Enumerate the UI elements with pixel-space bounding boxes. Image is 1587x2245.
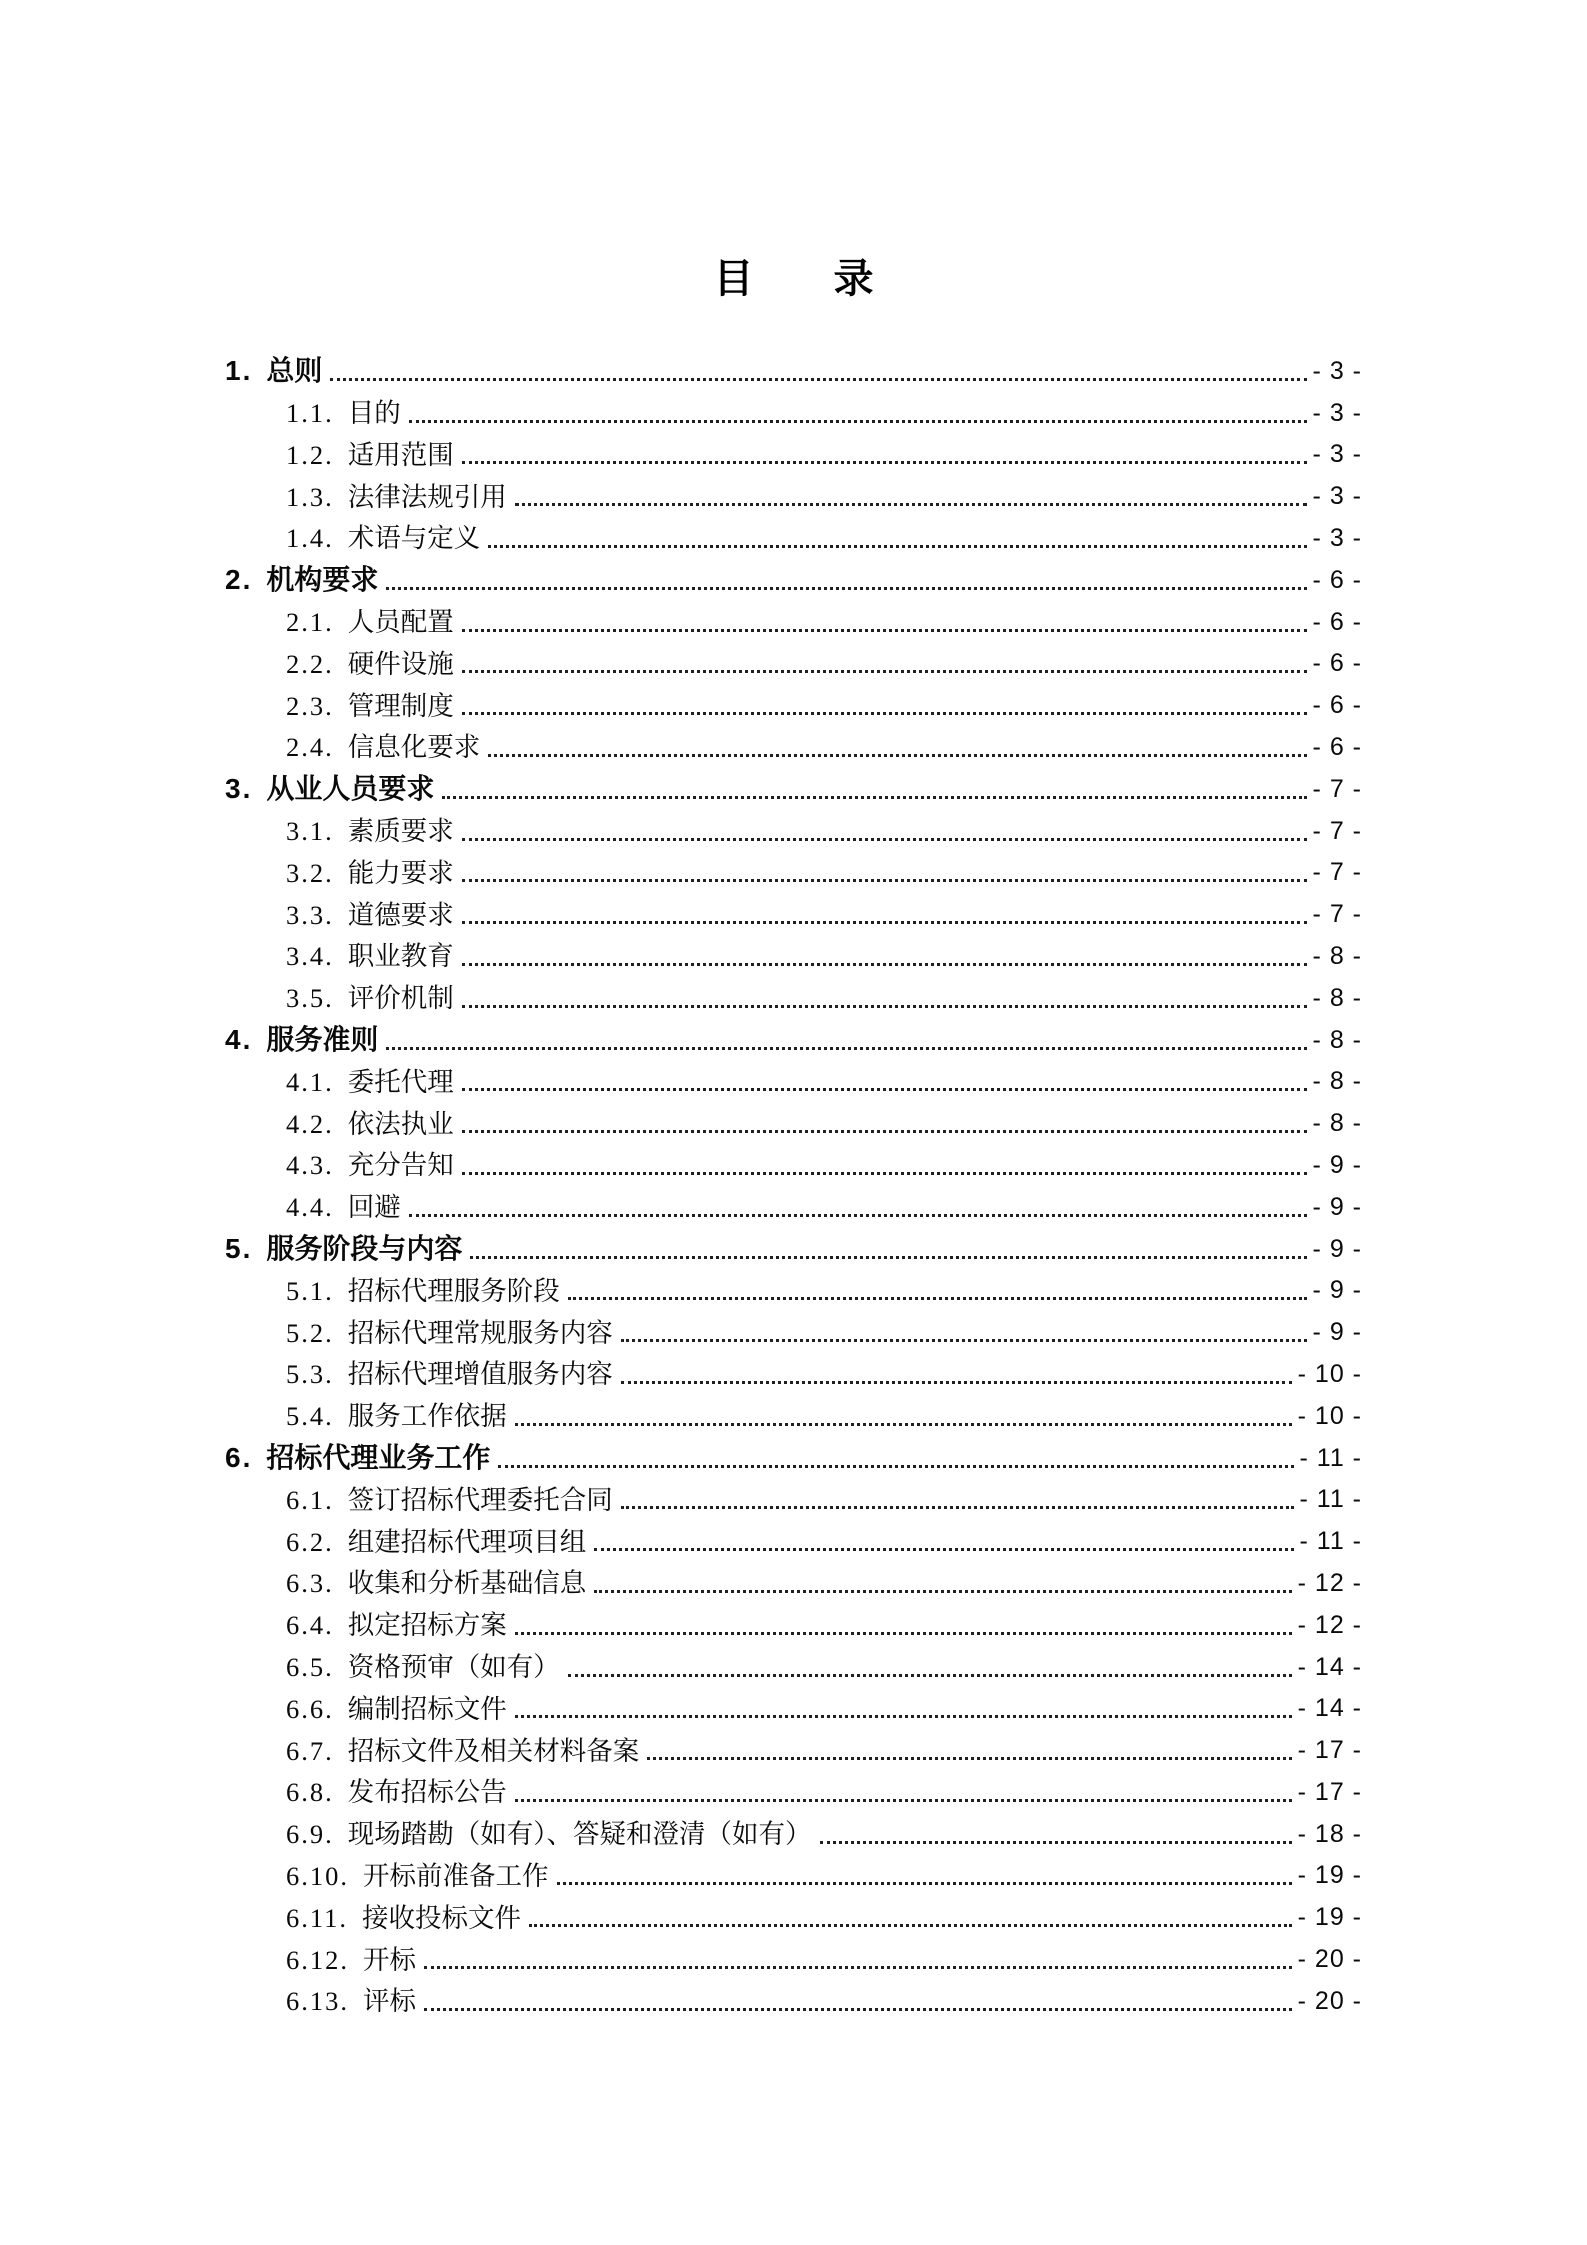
toc-entry-label: 接收投标文件	[362, 1902, 522, 1933]
toc-dot-leader	[515, 1632, 1292, 1635]
toc-entry-label: 开标	[363, 1944, 416, 1975]
toc-entry-page: - 17 -	[1297, 1777, 1362, 1806]
toc-dot-leader	[515, 1799, 1292, 1802]
toc-entry-number: 6.4.	[286, 1610, 334, 1641]
toc-entry-page: - 7 -	[1312, 858, 1362, 887]
toc-entry-page: - 11 -	[1299, 1527, 1362, 1556]
toc-entry-number: 3.4.	[286, 941, 334, 972]
toc-entry[interactable]	[225, 976, 1362, 1018]
toc-entry-page: - 8 -	[1312, 1025, 1362, 1054]
toc-entry-page: - 18 -	[1297, 1819, 1362, 1848]
toc-entry-number: 5.2.	[286, 1317, 334, 1348]
toc-dot-leader	[462, 712, 1307, 715]
toc-entry-label: 从业人员要求	[266, 772, 435, 804]
toc-entry[interactable]	[225, 1603, 1362, 1645]
toc-entry-page: - 8 -	[1312, 983, 1362, 1012]
toc-entry-page: - 10 -	[1297, 1359, 1362, 1388]
toc-entry-number: 3.5.	[286, 983, 334, 1014]
toc-entry-page: - 14 -	[1297, 1652, 1362, 1681]
toc-entry-number: 2.2.	[286, 648, 334, 679]
toc-entry-label: 资格预审（如有）	[347, 1652, 560, 1682]
toc-entry-page: - 3 -	[1312, 482, 1362, 511]
toc-dot-leader	[462, 1005, 1307, 1008]
toc-entry-label: 评标	[363, 1986, 416, 2017]
toc-entry-label: 服务工作依据	[347, 1401, 507, 1432]
toc-dot-leader	[462, 1088, 1307, 1091]
toc-dot-leader	[442, 796, 1306, 799]
toc-entry-number: 2.4.	[286, 732, 334, 763]
toc-dot-leader	[647, 1757, 1291, 1760]
toc-entry-number: 4.2.	[286, 1108, 334, 1139]
toc-entry-page: - 9 -	[1312, 1318, 1362, 1347]
toc-entry-page: - 17 -	[1297, 1736, 1362, 1765]
toc-dot-leader	[488, 545, 1306, 548]
toc-entry-number: 5.3.	[286, 1359, 334, 1390]
toc-entry-number: 5.1.	[286, 1275, 334, 1306]
toc-entry[interactable]	[225, 1310, 1362, 1352]
toc-entry-label: 机构要求	[266, 563, 379, 595]
toc-entry-page: - 19 -	[1297, 1903, 1362, 1932]
toc-entry-number: 6.1.	[286, 1484, 334, 1515]
toc-entry[interactable]	[225, 851, 1362, 893]
toc-entry-page: - 9 -	[1312, 1234, 1362, 1263]
toc-dot-leader	[515, 503, 1307, 506]
toc-entry[interactable]	[225, 1979, 1362, 2021]
toc-entry[interactable]	[225, 642, 1362, 684]
toc-entry[interactable]	[225, 1018, 1362, 1060]
toc-entry-number: 4.4.	[286, 1192, 334, 1223]
toc-entry-number: 3.2.	[286, 857, 334, 888]
toc-dot-leader	[515, 1423, 1292, 1426]
toc-entry-label: 能力要求	[347, 857, 454, 888]
toc-entry-number: 1.4.	[286, 523, 334, 554]
toc-entry-number: 6.13.	[286, 1986, 349, 2017]
toc-entry-page: - 20 -	[1297, 1945, 1362, 1974]
toc-entry[interactable]	[225, 934, 1362, 976]
toc-dot-leader	[462, 670, 1307, 673]
toc-dot-leader	[462, 1172, 1307, 1175]
toc-entry-page: - 20 -	[1297, 1986, 1362, 2015]
toc-entry[interactable]	[225, 391, 1362, 433]
toc-entry[interactable]	[225, 1645, 1362, 1687]
toc-entry[interactable]	[225, 1436, 1362, 1478]
toc-entry-label: 委托代理	[347, 1066, 454, 1097]
toc-entry[interactable]	[225, 767, 1362, 809]
toc-entry-number: 6.6.	[286, 1693, 334, 1724]
toc-entry-label: 发布招标公告	[347, 1777, 507, 1808]
toc-entry-label: 总则	[266, 354, 323, 386]
toc-entry-page: - 9 -	[1312, 1192, 1362, 1221]
toc-dot-leader	[594, 1590, 1291, 1593]
toc-entry-label: 招标代理业务工作	[266, 1441, 491, 1473]
toc-entry-label: 收集和分析基础信息	[347, 1568, 587, 1599]
toc-entry[interactable]	[225, 1352, 1362, 1394]
toc-entry-label: 服务阶段与内容	[266, 1232, 463, 1264]
toc-entry-page: - 7 -	[1312, 900, 1362, 929]
toc-entry-page: - 6 -	[1312, 607, 1362, 636]
toc-entry-label: 法律法规引用	[347, 481, 507, 512]
toc-dot-leader	[409, 420, 1307, 423]
toc-dot-leader	[462, 1130, 1307, 1133]
toc-entry-label: 服务准则	[266, 1023, 379, 1055]
toc-entry-number: 6.8.	[286, 1777, 334, 1808]
toc-dot-leader	[462, 629, 1307, 632]
toc-entry-label: 拟定招标方案	[347, 1610, 507, 1641]
toc-entry-label: 现场踏勘（如有）、答疑和澄清（如有）	[347, 1819, 812, 1850]
toc-entry-label: 招标代理常规服务内容	[347, 1317, 613, 1348]
toc-dot-leader	[462, 461, 1307, 464]
toc-dot-leader	[462, 879, 1307, 882]
toc-entry-label: 职业教育	[347, 941, 454, 972]
toc-entry[interactable]	[225, 683, 1362, 725]
toc-entry-number: 2.1.	[286, 607, 334, 638]
toc-dot-leader	[568, 1297, 1307, 1300]
toc-entry-number: 6.	[225, 1441, 253, 1473]
toc-dot-leader	[621, 1381, 1292, 1384]
toc-entry-number: 6.5.	[286, 1652, 334, 1682]
toc-dot-leader	[498, 1465, 1293, 1468]
toc-entry-number: 2.	[225, 563, 253, 595]
toc-entry-page: - 12 -	[1297, 1610, 1362, 1639]
toc-entry-label: 招标代理服务阶段	[347, 1275, 560, 1306]
toc-entry-page: - 6 -	[1312, 691, 1362, 720]
toc-entry-number: 4.	[225, 1023, 253, 1055]
toc-dot-leader	[488, 754, 1306, 757]
toc-entry-number: 6.9.	[286, 1819, 334, 1850]
toc-entry-page: - 10 -	[1297, 1401, 1362, 1430]
toc-entry-number: 2.3.	[286, 690, 334, 721]
toc-entry-label: 充分告知	[347, 1150, 454, 1181]
toc-dot-leader	[386, 1047, 1306, 1050]
toc-entry-number: 1.2.	[286, 439, 334, 470]
toc-entry[interactable]	[225, 1770, 1362, 1812]
toc-dot-leader	[594, 1548, 1293, 1551]
toc-entry-number: 6.12.	[286, 1944, 349, 1975]
toc-entry[interactable]	[225, 1895, 1362, 1937]
toc-entry-page: - 8 -	[1312, 941, 1362, 970]
page-title: 目 录	[713, 256, 874, 301]
toc-dot-leader	[386, 587, 1306, 590]
toc-entry-label: 招标文件及相关材料备案	[347, 1735, 640, 1766]
toc-entry[interactable]	[225, 349, 1362, 391]
toc-entry-label: 道德要求	[347, 899, 454, 930]
toc-dot-leader	[621, 1506, 1294, 1509]
toc-entry-label: 信息化要求	[347, 732, 481, 763]
toc-entry-page: - 3 -	[1312, 398, 1362, 427]
toc-entry-label: 招标代理增值服务内容	[347, 1359, 613, 1390]
toc-entry-label: 目的	[347, 398, 401, 429]
toc-entry-number: 1.	[225, 354, 253, 386]
toc-entry[interactable]	[225, 1728, 1362, 1770]
toc-entry-page: - 6 -	[1312, 732, 1362, 761]
toc-entry[interactable]	[225, 558, 1362, 600]
toc-entry-page: - 6 -	[1312, 565, 1362, 594]
toc-entry[interactable]	[225, 516, 1362, 558]
toc-entry-page: - 7 -	[1312, 774, 1362, 803]
toc-entry-label: 签订招标代理委托合同	[347, 1484, 613, 1515]
toc-entry[interactable]	[225, 1561, 1362, 1603]
toc-dot-leader	[557, 1882, 1292, 1885]
toc-entry-label: 管理制度	[347, 690, 454, 721]
toc-entry-page: - 8 -	[1312, 1067, 1362, 1096]
toc-list	[225, 349, 1362, 2021]
toc-dot-leader	[462, 921, 1307, 924]
toc-entry-label: 评价机制	[347, 983, 454, 1014]
toc-dot-leader	[462, 838, 1307, 841]
toc-entry-label: 术语与定义	[347, 523, 481, 554]
toc-entry-number: 1.3.	[286, 481, 334, 512]
toc-entry-number: 1.1.	[286, 398, 334, 429]
toc-entry-number: 4.1.	[286, 1066, 334, 1097]
toc-entry-label: 硬件设施	[347, 648, 454, 679]
toc-entry-page: - 3 -	[1312, 356, 1362, 385]
toc-dot-leader	[515, 1715, 1292, 1718]
toc-entry-page: - 8 -	[1312, 1109, 1362, 1138]
toc-dot-leader	[409, 1214, 1307, 1217]
toc-entry-page: - 11 -	[1299, 1485, 1362, 1514]
toc-entry[interactable]	[225, 1185, 1362, 1227]
toc-entry-number: 5.4.	[286, 1401, 334, 1432]
toc-dot-leader	[820, 1841, 1292, 1844]
toc-dot-leader	[470, 1256, 1306, 1259]
toc-entry-number: 4.3.	[286, 1150, 334, 1181]
toc-entry-label: 依法执业	[347, 1108, 454, 1139]
toc-entry[interactable]	[225, 1060, 1362, 1102]
toc-entry-page: - 3 -	[1312, 440, 1362, 469]
toc-entry[interactable]	[225, 1227, 1362, 1269]
toc-entry-label: 组建招标代理项目组	[347, 1526, 587, 1557]
toc-entry-number: 6.10.	[286, 1860, 349, 1891]
toc-entry[interactable]	[225, 1937, 1362, 1979]
toc-entry-page: - 3 -	[1312, 523, 1362, 552]
toc-entry-page: - 6 -	[1312, 649, 1362, 678]
toc-entry-number: 6.2.	[286, 1526, 334, 1557]
toc-entry-label: 开标前准备工作	[363, 1860, 549, 1891]
toc-entry-label: 编制招标文件	[347, 1693, 507, 1724]
toc-entry[interactable]	[225, 1101, 1362, 1143]
toc-entry-label: 回避	[347, 1192, 401, 1223]
toc-dot-leader	[529, 1924, 1292, 1927]
toc-dot-leader	[330, 378, 1306, 381]
toc-entry-label: 人员配置	[347, 607, 454, 638]
toc-entry[interactable]	[225, 1143, 1362, 1185]
toc-entry[interactable]	[225, 1812, 1362, 1854]
toc-entry[interactable]	[225, 1394, 1362, 1436]
toc-entry[interactable]	[225, 1269, 1362, 1311]
toc-entry[interactable]	[225, 892, 1362, 934]
toc-dot-leader	[621, 1339, 1307, 1342]
toc-entry-number: 5.	[225, 1232, 253, 1264]
toc-entry-page: - 12 -	[1297, 1568, 1362, 1597]
toc-dot-leader	[424, 1966, 1292, 1969]
toc-entry-label: 适用范围	[347, 439, 454, 470]
toc-entry-number: 6.7.	[286, 1735, 334, 1766]
toc-entry-page: - 19 -	[1297, 1861, 1362, 1890]
toc-entry[interactable]	[225, 1519, 1362, 1561]
toc-entry[interactable]	[225, 1478, 1362, 1520]
toc-entry-page: - 7 -	[1312, 816, 1362, 845]
toc-entry-page: - 9 -	[1312, 1276, 1362, 1305]
toc-entry-number: 3.1.	[286, 816, 334, 847]
toc-entry[interactable]	[225, 433, 1362, 475]
toc-entry-page: - 9 -	[1312, 1150, 1362, 1179]
toc-entry[interactable]	[225, 474, 1362, 516]
toc-entry-label: 素质要求	[347, 816, 454, 847]
toc-entry[interactable]	[225, 1687, 1362, 1729]
toc-entry[interactable]	[225, 725, 1362, 767]
toc-entry[interactable]	[225, 809, 1362, 851]
toc-entry-page: - 11 -	[1299, 1443, 1362, 1472]
toc-entry-number: 6.11.	[286, 1902, 349, 1933]
toc-dot-leader	[424, 2008, 1292, 2011]
toc-dot-leader	[568, 1674, 1292, 1677]
toc-entry-number: 3.3.	[286, 899, 334, 930]
toc-dot-leader	[462, 963, 1307, 966]
toc-entry-number: 3.	[225, 772, 253, 804]
toc-entry-page: - 14 -	[1297, 1694, 1362, 1723]
toc-entry-number: 6.3.	[286, 1568, 334, 1599]
toc-entry[interactable]	[225, 600, 1362, 642]
toc-entry[interactable]	[225, 1854, 1362, 1896]
